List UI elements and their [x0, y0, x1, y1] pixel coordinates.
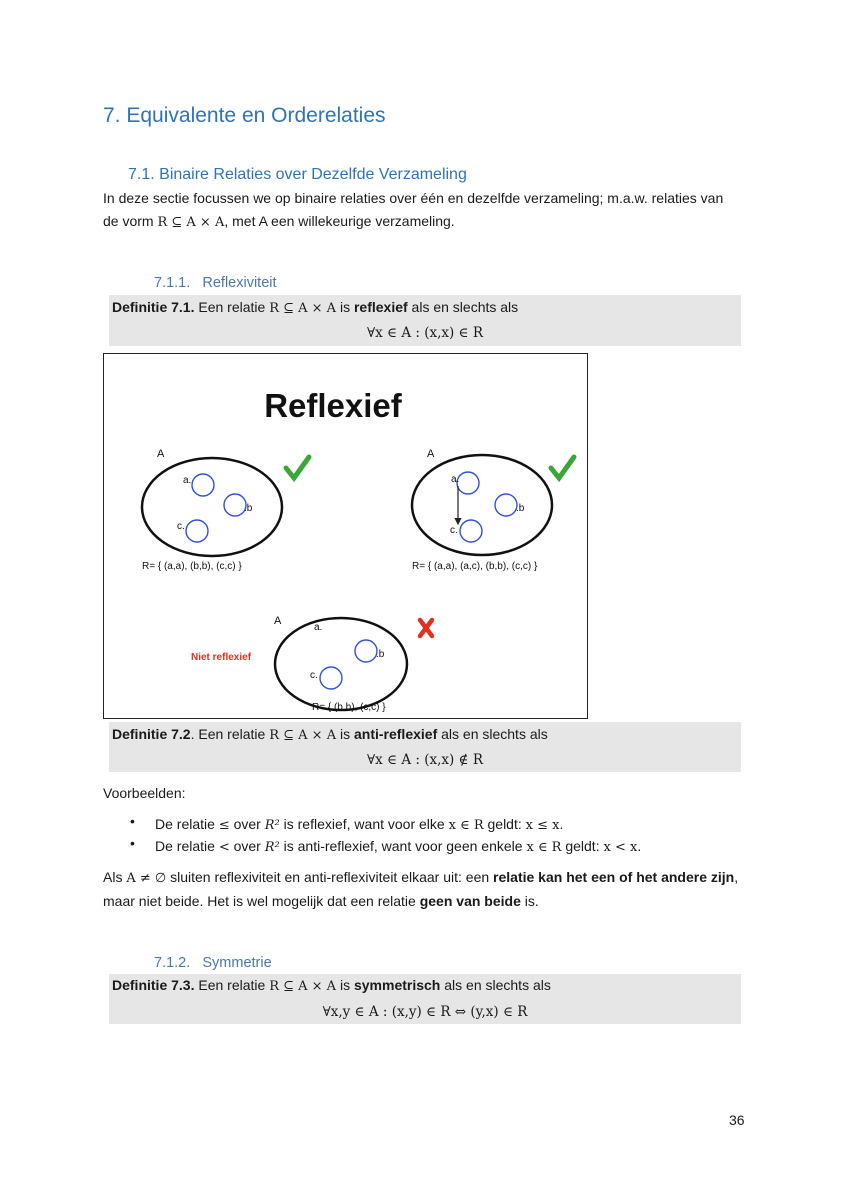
section-heading [128, 166, 467, 184]
left-loop-b [224, 494, 246, 516]
right-loop-c [460, 520, 482, 542]
chapter-heading [103, 104, 386, 128]
definition-term: reflexief [353, 299, 408, 315]
bullet-icon: • [130, 835, 135, 851]
intro-math: R ⊆ A × A [157, 215, 225, 230]
intro-line-2: de vorm R ⊆ A × A, met A een willekeurige verzameling. [103, 213, 455, 230]
right-set-label: A [427, 448, 435, 460]
definition-label: Definitie 7.1. [112, 299, 195, 315]
intro-paragraph [103, 187, 748, 234]
right-set-ellipse [412, 455, 552, 555]
section-title: Binaire Relaties over Dezelfde Verzameling [159, 166, 467, 183]
right-loop-b [495, 494, 517, 516]
paragraph-line-2: maar niet beide. Het is wel mogelijk dat een relatie geen van beide is. [103, 893, 539, 909]
niet-reflexief-label: Niet reflexief [191, 652, 252, 663]
paragraph-line-1: Als A ≠ ∅ sluiten reflexiviteit en anti-reflexiviteit elkaar uit: een relatie kan het een of het andere zijn, [103, 869, 739, 886]
definition-term: symmetrisch [353, 977, 441, 993]
bottom-relation: R= { (b,b), (c,c) } [312, 702, 386, 713]
left-set-ellipse [142, 458, 282, 556]
definition-7-3-formula: ∀x,y ∈ A : (x,y) ∈ R ⇔ (y,x) ∈ R [322, 1004, 528, 1020]
definition-7-2-text: Definitie 7.2. Een relatie R ⊆ A × A is anti-reflexief als en slechts als [112, 726, 548, 743]
subsection-heading-symmetrie: 7.1.2. Symmetrie [154, 955, 272, 971]
example-2-text: De relatie < over R² is anti-reflexief, want voor geen enkele x ∈ R geldt: x < x. [155, 838, 642, 855]
exclusivity-paragraph [103, 866, 748, 913]
definition-7-2-formula: ∀x ∈ A : (x,x) ∉ R [366, 752, 483, 768]
bottom-node-a: a. [314, 622, 323, 633]
definition-7-3-text: Definitie 7.3. Een relatie R ⊆ A × A is symmetrisch als en slechts als [112, 977, 551, 994]
right-node-b: .b [516, 503, 525, 514]
definition-7-1-text: Definitie 7.1. Een relatie R ⊆ A × A is reflexief als en slechts als [112, 299, 519, 316]
left-node-c: c. [177, 521, 185, 532]
section-number: 7.1. [128, 166, 155, 183]
left-loop-c [186, 520, 208, 542]
bullet-icon: • [130, 813, 135, 829]
chapter-number: 7. [103, 104, 121, 127]
bottom-loop-b [355, 640, 377, 662]
definition-label: Definitie 7.2 [112, 726, 191, 742]
page-number: 36 [729, 1112, 745, 1128]
bottom-node-b: .b [376, 649, 385, 660]
bottom-node-c: c. [310, 670, 318, 681]
bottom-set-ellipse [275, 618, 407, 710]
right-node-c: c. [450, 525, 458, 536]
right-loop-a [457, 472, 479, 494]
definition-box-7-2 [109, 722, 741, 772]
figure-title: Reflexief [264, 387, 402, 424]
definition-box-7-3 [109, 974, 741, 1024]
definition-label: Definitie 7.3. [112, 977, 195, 993]
example-1-text: De relatie ≤ over R² is reflexief, want voor elke x ∈ R geldt: x ≤ x. [155, 816, 564, 833]
right-relation: R= { (a,a), (a,c), (b,b), (c,c) } [412, 561, 538, 572]
cross-icon [420, 620, 432, 636]
right-check-icon [551, 457, 574, 478]
reflexief-diagram [104, 354, 587, 718]
bottom-loop-c [320, 667, 342, 689]
chapter-title: Equivalente en Orderelaties [126, 104, 386, 127]
left-loop-a [192, 474, 214, 496]
right-node-a: a. [451, 474, 460, 485]
left-relation: R= { (a,a), (b,b), (c,c) } [142, 561, 242, 572]
intro-line-1: In deze sectie focussen we op binaire relaties over één en dezelfde verzameling; m.a.w. relaties van [103, 190, 724, 206]
definition-7-1-formula: ∀x ∈ A : (x,x) ∈ R [366, 325, 483, 341]
definition-box-7-1 [109, 295, 741, 346]
examples-title: Voorbeelden: [103, 785, 186, 801]
reflexief-figure [103, 353, 588, 719]
left-check-icon [286, 457, 309, 478]
subsection-heading-reflexiviteit: 7.1.1. Reflexiviteit [154, 275, 277, 291]
left-node-a: a. [183, 475, 192, 486]
left-set-label: A [157, 448, 165, 460]
bottom-set-label: A [274, 615, 282, 627]
definition-term: anti-reflexief [353, 726, 438, 742]
left-node-b: .b [244, 503, 253, 514]
